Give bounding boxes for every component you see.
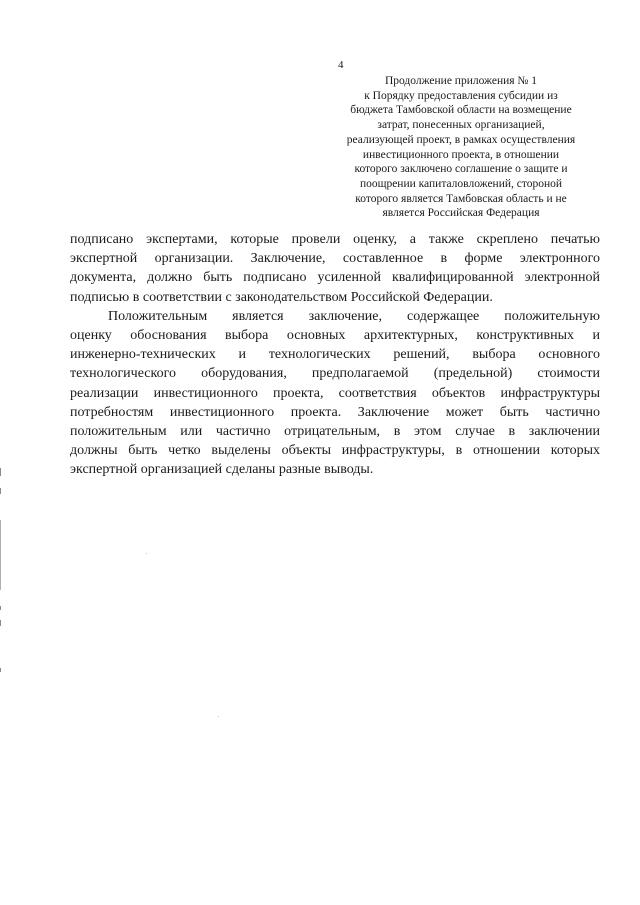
annex-header-line: реализующей проект, в рамках осуществления xyxy=(346,133,576,146)
paragraph-positive-conclusion xyxy=(70,307,600,480)
annex-header-line: которого является Тамбовская область и не xyxy=(355,192,567,205)
scan-artifact xyxy=(0,488,1,494)
scan-artifact xyxy=(0,606,1,610)
text-line: подписано экспертами, которые провели оценку, а также скреплено печатью xyxy=(70,232,600,247)
annex-header-line: инвестиционного проекта, в отношении xyxy=(362,148,560,161)
text-line: Положительным является заключение, содержащее положительную xyxy=(108,308,600,324)
body-text xyxy=(70,230,600,480)
text-line: должны быть четко выделены объекты инфраструктуры, в отношении которых xyxy=(70,443,600,459)
text-line: положительным или частично отрицательным, в этом случае в заключении xyxy=(70,424,600,440)
text-line: инженерно-технических и технологических решений, выбора основного xyxy=(70,347,600,363)
text-line: технологического оборудования, предполагаемой (предельной) стоимости xyxy=(70,366,600,382)
scan-artifact xyxy=(0,620,1,626)
text-line: документа, должно быть подписано усиленной квалифицированной электронной xyxy=(70,270,600,286)
scan-artifact xyxy=(0,520,1,590)
annex-header-line: к Порядку предоставления субсидии из xyxy=(364,89,558,102)
text-line: реализации инвестиционного проекта, соответствия объектов инфраструктуры xyxy=(70,385,600,401)
scan-artifact xyxy=(0,468,1,476)
annex-header-line: является Российская Федерация xyxy=(382,207,540,220)
annex-header-line: бюджета Тамбовской области на возмещение xyxy=(350,104,572,117)
text-line: потребностям инвестиционного проекта. Заключение может быть частично xyxy=(70,404,600,420)
text-line: экспертной организацией сделаны разные выводы. xyxy=(70,462,374,478)
text-line: подписью в соответствии с законодательством Российской Федерации. xyxy=(70,289,493,305)
text-line: оценку обоснования выбора основных архитектурных, конструктивных и xyxy=(70,328,600,344)
scan-artifact xyxy=(218,716,219,717)
annex-header-line: поощрении капиталовложений, стороной xyxy=(359,177,563,190)
annex-header-line: которого заключено соглашение о защите и xyxy=(354,163,568,176)
annex-header-line: Продолжение приложения № 1 xyxy=(384,75,538,87)
text-line: экспертной организации. Заключение, составленное в форме электронного xyxy=(70,251,600,267)
scan-artifact xyxy=(146,553,147,554)
annex-header-line: затрат, понесенных организацией, xyxy=(377,119,545,132)
scan-artifact xyxy=(0,668,1,672)
page-number: 4 xyxy=(338,59,344,71)
annex-header xyxy=(326,74,596,221)
paragraph-expert-signature xyxy=(70,230,600,307)
